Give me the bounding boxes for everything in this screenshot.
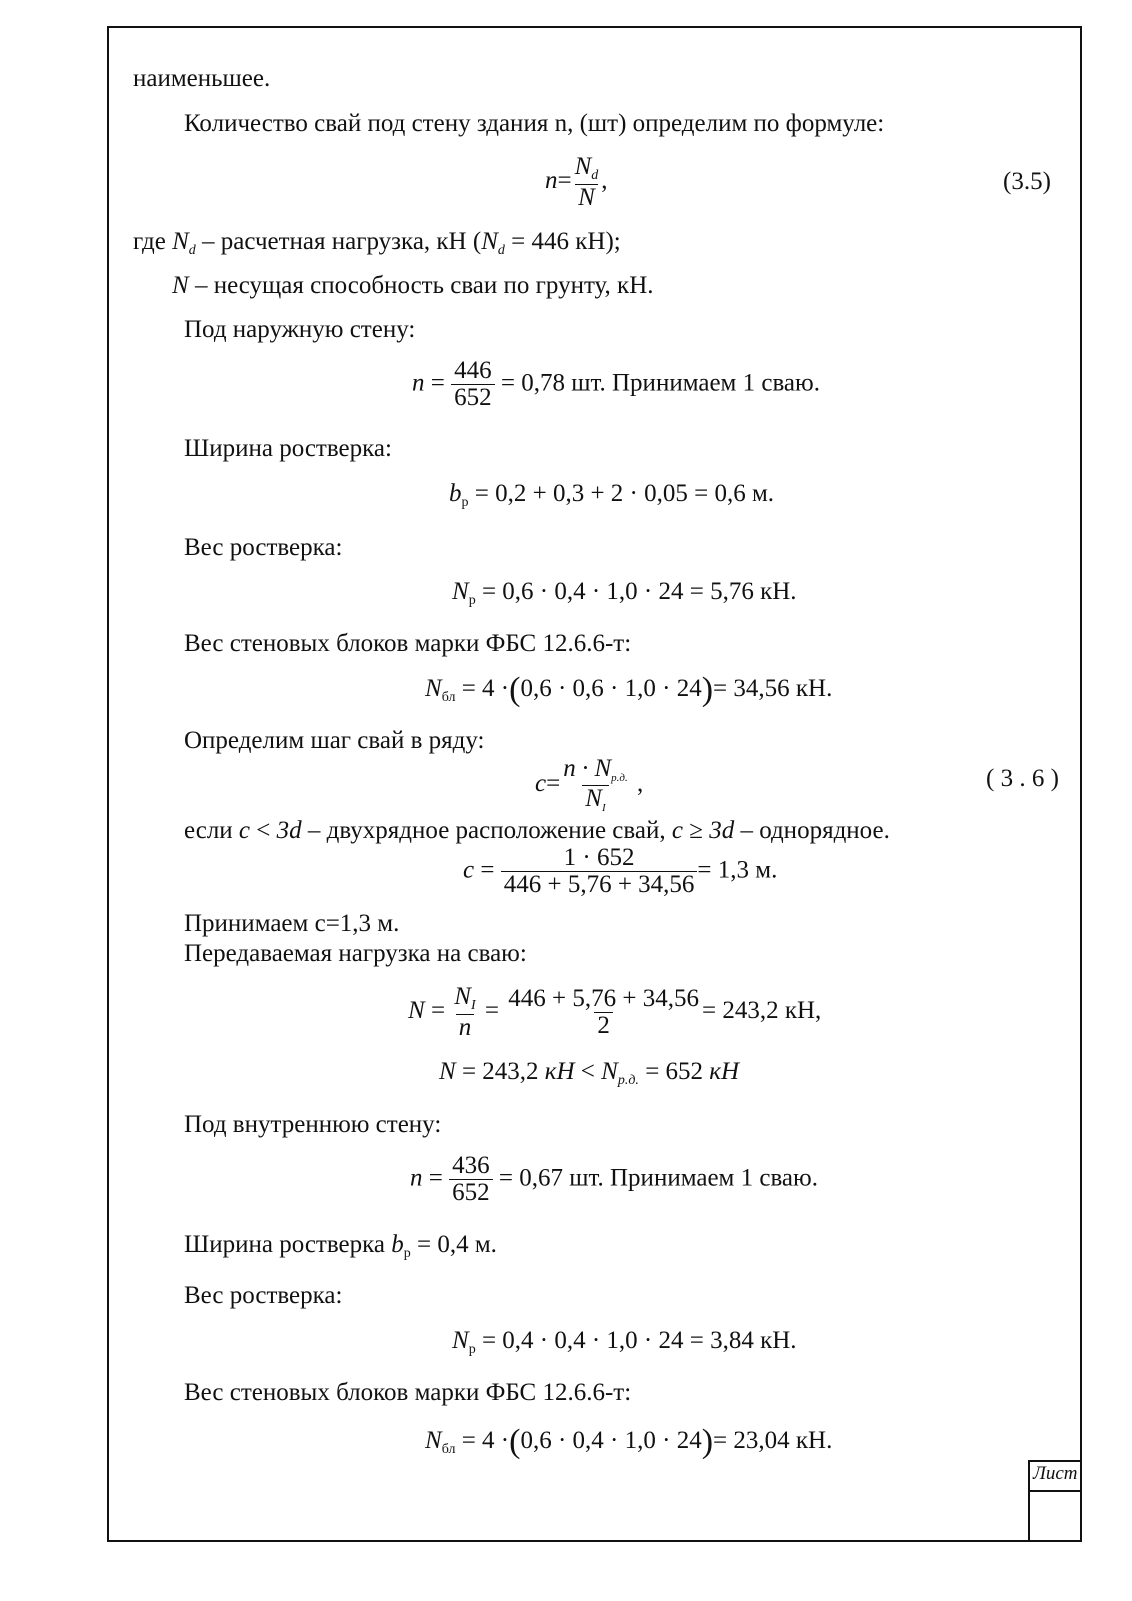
equation-number: (3.5)	[1003, 168, 1051, 195]
formula: $N_р = 0,4 \cdot 0,4 \cdot 1,0 \cdot 24 = 3,84$ кН.	[452, 1327, 797, 1357]
text-line: Ширина ростверка $b_р = 0,4$ м.	[184, 1231, 497, 1261]
formula: n = $\frac{436}{652}$ = 0,67 шт. Принимаем 1 сваю.	[410, 1152, 818, 1207]
formula: N = $\frac{N_I}{n}$ = $\frac{446 + 5,76 + 34,56}{2}$ = 243,2 кН,	[408, 983, 822, 1041]
text-line: Количество свай под стену здания n, (шт) определим по формуле:	[184, 110, 885, 137]
formula: $b_р = 0,2 + 0,3 + 2 \cdot 0,05 = 0,6$ м.	[449, 480, 775, 510]
formula: $N_{бл} = 4 \cdot(0,6 \cdot 0,4 \cdot 1,0 \cdot 24)= 23,04$ кН.	[425, 1423, 833, 1460]
text-line: Передаваемая нагрузка на сваю:	[184, 940, 527, 967]
formula: $N_{бл} = 4 \cdot(0,6 \cdot 0,6 \cdot 1,0 \cdot 24)= 34,56$ кН.	[425, 671, 833, 708]
formula-3-6: c= $\frac{n \cdot N_{р.д.}}{N_I}$ ,	[535, 755, 644, 814]
text-line: Под наружную стену:	[184, 316, 416, 343]
text-line: Вес ростверка:	[184, 1282, 343, 1309]
text-line: Вес стеновых блоков марки ФБС 12.6.6-т:	[184, 1379, 632, 1406]
equation-number: ( 3 . 6 )	[986, 765, 1059, 792]
formula: $N_р = 0,6 \cdot 0,4 \cdot 1,0 \cdot 24 = 5,76$ кН.	[452, 578, 797, 608]
text-line: Принимаем с=1,3 м.	[184, 910, 400, 937]
stamp-divider	[1030, 1490, 1082, 1492]
text-line: где $N_d$ – расчетная нагрузка, кН ($N_d = 446$ кН);	[133, 228, 621, 258]
sheet-stamp-box	[1028, 1460, 1082, 1542]
formula: n = $\frac{446}{652}$ = 0,78 шт. Принимаем 1 сваю.	[412, 357, 820, 412]
formula: N = 243,2 кН < $N_{р.д.} = 652$ кН	[439, 1058, 740, 1088]
formula: c = $\frac{1 \cdot 652}{446 + 5,76 + 34,56}$ = 1,3 м.	[463, 844, 778, 899]
text-line: Вес стеновых блоков марки ФБС 12.6.6-т:	[184, 630, 632, 657]
formula-3-5: n= $\frac{N_d}{N}$ ,	[545, 153, 608, 211]
text-line: Под внутреннюю стену:	[184, 1111, 442, 1138]
text-line: Ширина ростверка:	[184, 435, 392, 462]
text-line: наименьшее.	[133, 65, 271, 92]
sheet-label: Лист	[1033, 1463, 1078, 1484]
text-line: Определим шаг свай в ряду:	[184, 727, 485, 754]
text-line: N – несущая способность сваи по грунту, кН.	[172, 272, 654, 299]
text-line: Вес ростверка:	[184, 534, 343, 561]
text-line: если c < 3d – двухрядное расположение свай, c ≥ 3d – однорядное.	[184, 817, 890, 844]
